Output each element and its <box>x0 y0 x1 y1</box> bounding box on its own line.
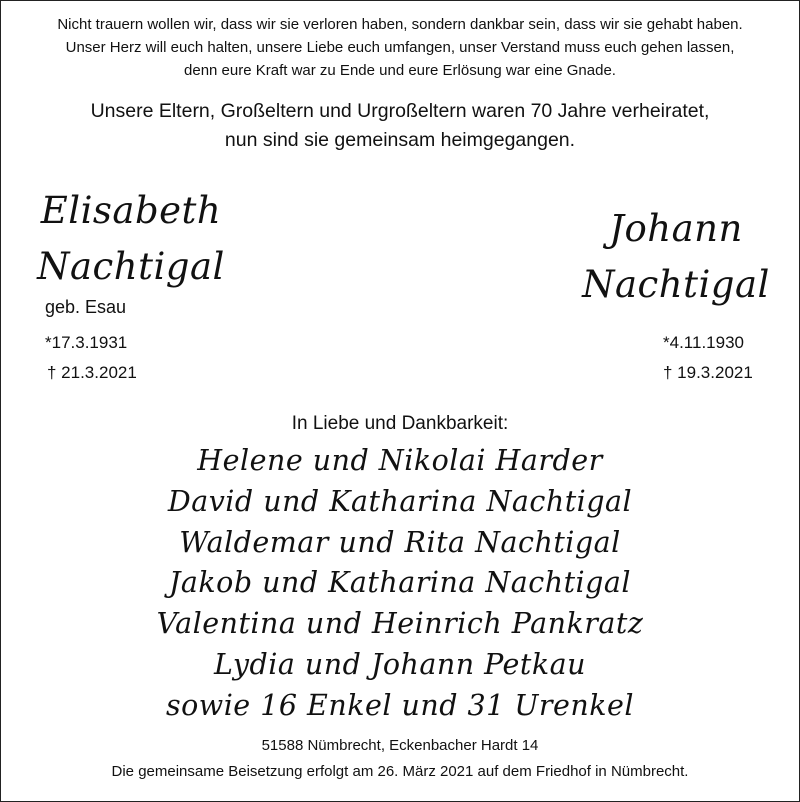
left-first-name: Elisabeth <box>40 189 222 232</box>
right-death-date: † 19.3.2021 <box>663 363 753 382</box>
poem-line: Unser Herz will euch halten, unsere Liebe euch umfangen, unser Verstand muss euch gehen lassen, <box>65 39 735 56</box>
family-address: 51588 Nümbrecht, Eckenbacher Hardt 14 <box>261 737 539 754</box>
right-first-name: Johann <box>609 207 743 250</box>
family-entry: sowie 16 Enkel und 31 Urenkel <box>166 688 634 722</box>
family-list <box>1 441 799 727</box>
couple-photo <box>248 151 566 401</box>
family-entry: Jakob und Katharina Nachtigal <box>168 566 632 600</box>
thanks-heading: In Liebe und Dankbarkeit: <box>291 413 509 434</box>
right-last-name: Nachtigal <box>582 263 770 306</box>
family-entry: Waldemar und Rita Nachtigal <box>179 525 621 559</box>
right-person-name <box>573 201 779 313</box>
left-death-date: † 21.3.2021 <box>47 363 137 382</box>
family-entry: Valentina und Heinrich Pankratz <box>156 607 644 641</box>
poem-line: Nicht trauern wollen wir, dass wir sie verloren haben, sondern dankbar sein, dass wir sie gehabt haben. <box>57 16 743 33</box>
family-entry: David und Katharina Nachtigal <box>167 484 633 518</box>
poem-line: denn eure Kraft war zu Ende und eure Erlösung war eine Gnade. <box>184 62 616 79</box>
family-entry: Helene und Nikolai Harder <box>197 444 603 477</box>
funeral-note: Die gemeinsame Beisetzung erfolgt am 26. März 2021 auf dem Friedhof in Nümbrecht. <box>111 763 689 780</box>
left-last-name: Nachtigal <box>37 245 225 288</box>
left-birth-date: *17.3.1931 <box>45 333 128 352</box>
family-entry: Lydia und Johann Petkau <box>214 647 586 681</box>
left-maiden-name: geb. Esau <box>45 297 127 317</box>
intro-text <box>1 97 799 155</box>
memorial-poem <box>1 13 799 82</box>
left-person-name <box>31 183 231 295</box>
intro-line: nun sind sie gemeinsam heimgegangen. <box>224 129 576 151</box>
intro-line: Unsere Eltern, Großeltern und Urgroßeltern waren 70 Jahre verheiratet, <box>90 100 710 122</box>
right-birth-date: *4.11.1930 <box>663 333 744 352</box>
